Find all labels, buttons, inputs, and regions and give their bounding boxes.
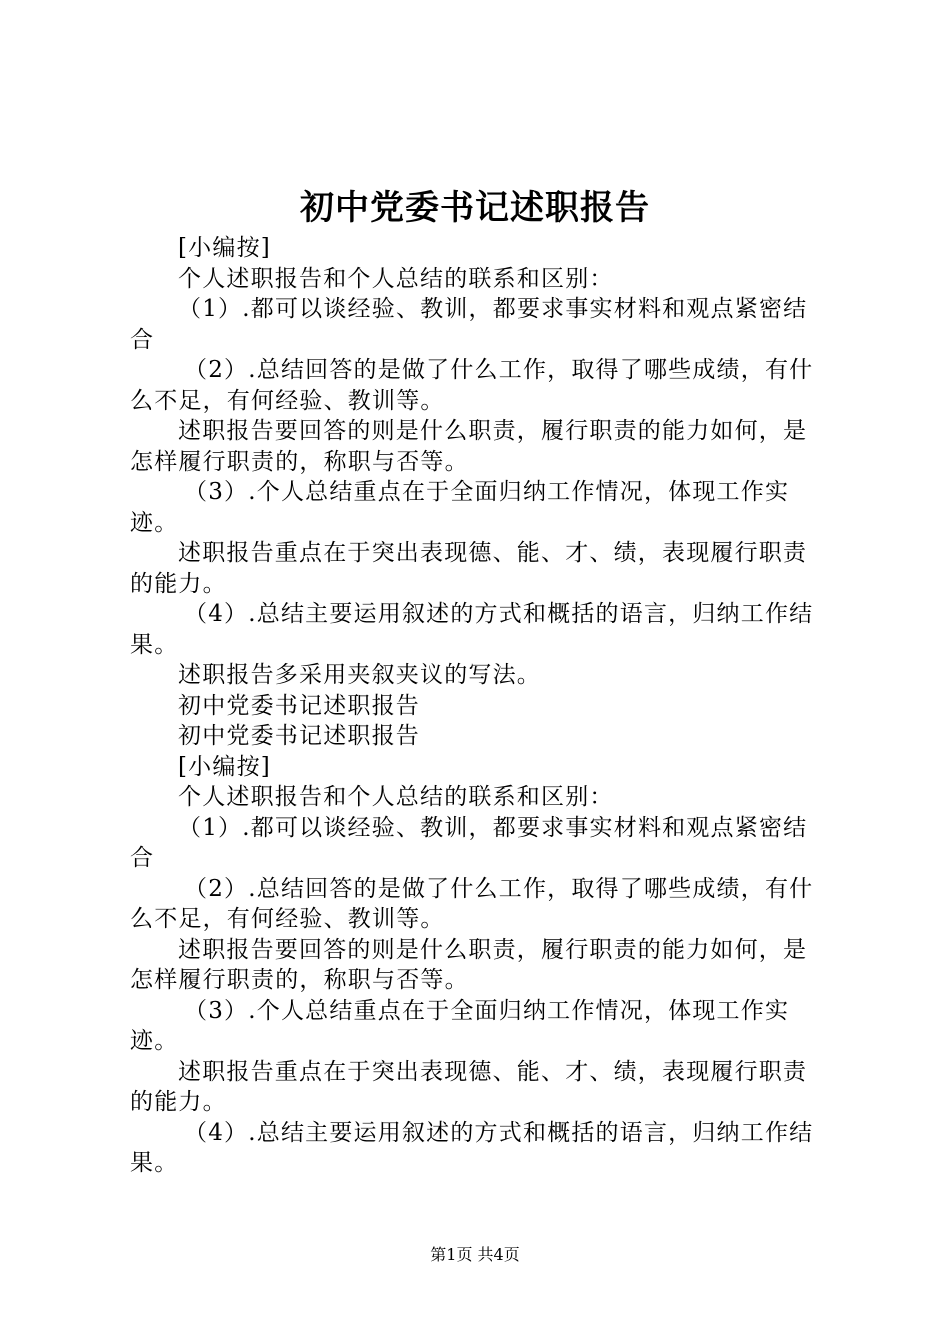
document-body — [130, 233, 830, 1179]
paragraph: （3）.个人总结重点在于全面归纳工作情况，体现工作实迹。 — [130, 997, 790, 1054]
paragraph: 个人述职报告和个人总结的联系和区别： — [178, 784, 614, 810]
paragraph: 个人述职报告和个人总结的联系和区别： — [178, 265, 614, 292]
paragraph: 初中党委书记述职报告 — [178, 723, 420, 749]
paragraph: （2）.总结回答的是做了什么工作，取得了哪些成绩，有什么不足，有何经验、教训等。 — [130, 875, 814, 932]
paragraph: （1）.都可以谈经验、教训，都要求事实材料和观点紧密结合 — [130, 296, 808, 353]
paragraph: （4）.总结主要运用叙述的方式和概括的语言，归纳工作结果。 — [130, 1119, 814, 1176]
paragraph: （4）.总结主要运用叙述的方式和概括的语言，归纳工作结果。 — [130, 601, 814, 658]
paragraph: （1）.都可以谈经验、教训，都要求事实材料和观点紧密结合 — [130, 814, 808, 871]
paragraph: [小编按] — [178, 235, 271, 261]
paragraph: （2）.总结回答的是做了什么工作，取得了哪些成绩，有什么不足，有何经验、教训等。 — [130, 357, 814, 414]
paragraph: 初中党委书记述职报告 — [178, 692, 420, 719]
paragraph: 述职报告重点在于突出表现德、能、才、绩，表现履行职责的能力。 — [130, 540, 808, 597]
paragraph: 述职报告重点在于突出表现德、能、才、绩，表现履行职责的能力。 — [130, 1058, 808, 1115]
document-title: 初中党委书记述职报告 — [300, 188, 650, 228]
paragraph: 述职报告多采用夹叙夹议的写法。 — [178, 662, 541, 688]
page-number-footer: 第1页 共4页 — [430, 1245, 520, 1264]
paragraph: 述职报告要回答的则是什么职责，履行职责的能力如何，是怎样履行职责的，称职与否等。 — [130, 936, 808, 993]
paragraph: （3）.个人总结重点在于全面归纳工作情况，体现工作实迹。 — [130, 479, 790, 536]
paragraph: [小编按] — [178, 753, 271, 780]
paragraph: 述职报告要回答的则是什么职责，履行职责的能力如何，是怎样履行职责的，称职与否等。 — [130, 418, 808, 475]
